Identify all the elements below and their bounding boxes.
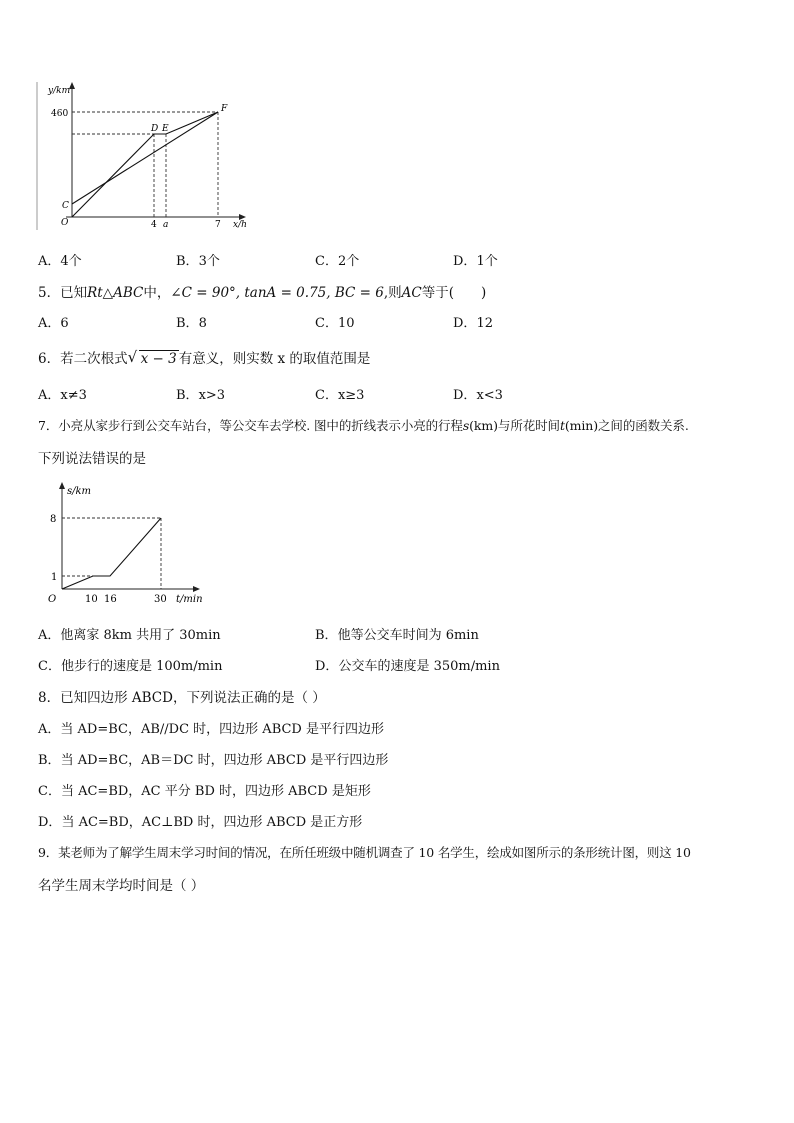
q8-option-b-text: 当 AD=BC，AB＝DC 时，四边形 ABCD 是平行四边形 bbox=[60, 753, 389, 768]
q4-option-c-text: 2个 bbox=[337, 254, 360, 269]
q7-option-a-text: 他离家 8km 共用了 30min bbox=[60, 628, 221, 643]
figure-1-point-f: F bbox=[221, 104, 228, 114]
q6-suffix: 有意义，则实数 x 的取值范围是 bbox=[178, 351, 371, 367]
q5-prefix: 已知 bbox=[60, 285, 88, 301]
q8-option-d-text: 当 AC=BD，AC⊥BD 时，四边形 ABCD 是正方形 bbox=[61, 815, 363, 830]
q5-option-a-text: 6 bbox=[60, 316, 69, 331]
q7-option-d bbox=[315, 655, 500, 674]
q7-line1-a: 小亮从家步行到公交车站台，等公交车去学校. 图中的折线表示小亮的行程 bbox=[58, 418, 463, 433]
q4-option-a bbox=[38, 250, 82, 269]
q7-option-c bbox=[38, 655, 222, 674]
q8-option-a bbox=[38, 718, 384, 737]
q7-option-c-text: 他步行的速度是 100m/min bbox=[60, 659, 223, 674]
q5-number: 5． bbox=[38, 285, 61, 301]
figure-1-x-tick-4: 4 bbox=[151, 220, 157, 230]
q4-option-d bbox=[453, 250, 498, 269]
q7-option-b-text: 他等公交车时间为 6min bbox=[337, 628, 479, 643]
figure-2-distance-time-graph bbox=[38, 478, 218, 608]
figure-1-origin: O bbox=[61, 218, 69, 228]
q8-option-a-letter: A． bbox=[38, 722, 61, 737]
q7-option-a bbox=[38, 624, 221, 643]
question-6 bbox=[38, 347, 370, 367]
q5-option-d bbox=[453, 312, 493, 331]
question-9-line-1 bbox=[38, 843, 691, 861]
q7-option-b bbox=[315, 624, 479, 643]
q5-ask-var: AC bbox=[401, 285, 422, 301]
figure-1-x-label: x/h bbox=[233, 220, 247, 230]
figure-1-distance-time-graph bbox=[34, 80, 256, 235]
q5-option-d-letter: D． bbox=[453, 316, 477, 331]
q4-option-b bbox=[176, 250, 220, 269]
q6-option-c-letter: C． bbox=[315, 388, 338, 403]
q6-prefix: 若二次根式 bbox=[60, 351, 128, 367]
q5-option-a-letter: A． bbox=[38, 316, 61, 331]
q8-number: 8． bbox=[38, 690, 61, 706]
figure-1-line-cf bbox=[72, 112, 218, 204]
q7-option-a-letter: A． bbox=[38, 628, 61, 643]
figure-2-y-tick-8: 8 bbox=[50, 514, 57, 525]
q6-sqrt bbox=[127, 348, 179, 367]
q8-option-c bbox=[38, 780, 371, 799]
q6-option-c-text: x≥3 bbox=[337, 388, 365, 403]
q9-line2: 名学生周末学均时间是（ ） bbox=[38, 878, 205, 894]
q6-sqrt-sign: √ bbox=[127, 348, 138, 366]
figure-1-point-e: E bbox=[162, 124, 169, 134]
question-8 bbox=[38, 686, 326, 706]
figure-1-point-c: C bbox=[62, 201, 69, 211]
q4-option-a-text: 4个 bbox=[60, 254, 82, 269]
q5-middle: 中， bbox=[143, 285, 171, 301]
q6-number: 6． bbox=[38, 351, 61, 367]
q6-option-a-text: x≠3 bbox=[60, 388, 87, 403]
q8-option-d-letter: D． bbox=[38, 815, 62, 830]
q6-option-b bbox=[176, 384, 225, 403]
q7-line2: 下列说法错误的是 bbox=[38, 451, 146, 467]
q7-var-s: s bbox=[462, 418, 470, 433]
q5-conditions: ∠C = 90°, tanA = 0.75, BC = 6 bbox=[170, 285, 384, 301]
q6-option-b-letter: B． bbox=[176, 388, 199, 403]
q8-option-d bbox=[38, 811, 362, 830]
q5-option-c bbox=[315, 312, 355, 331]
figure-2-x-tick-30: 30 bbox=[154, 594, 167, 605]
q4-option-d-text: 1个 bbox=[476, 254, 498, 269]
q7-option-d-letter: D． bbox=[315, 659, 339, 674]
q8-option-a-text: 当 AD=BC，AB//DC 时，四边形 ABCD 是平行四边形 bbox=[60, 722, 384, 737]
figure-2-y-arrow bbox=[59, 482, 65, 489]
q5-ask-prefix: ,则 bbox=[383, 285, 402, 301]
figure-1-x-tick-a: a bbox=[163, 220, 169, 230]
q8-option-c-letter: C． bbox=[38, 784, 61, 799]
q7-option-b-letter: B． bbox=[315, 628, 338, 643]
q9-line1: 某老师为了解学生周末学习时间的情况，在所任班级中随机调查了 10 名学生，绘成如图所示的条形统计图，则这 10 bbox=[58, 845, 691, 860]
q5-option-a bbox=[38, 312, 69, 331]
q5-option-c-letter: C． bbox=[315, 316, 338, 331]
q6-option-b-text: x>3 bbox=[198, 388, 226, 403]
figure-2-polyline bbox=[62, 518, 161, 589]
q7-number: 7． bbox=[38, 418, 59, 433]
q5-triangle: Rt△ABC bbox=[87, 285, 144, 301]
q7-var-t: t bbox=[559, 418, 565, 433]
q5-ask-suffix: 等于( ) bbox=[421, 285, 487, 301]
figure-2-x-tick-16: 16 bbox=[104, 594, 117, 605]
figure-1-polyline-odef bbox=[72, 112, 218, 217]
question-7-line-1 bbox=[38, 416, 689, 434]
q4-option-c-letter: C． bbox=[315, 254, 338, 269]
figure-2-y-label: s/km bbox=[67, 486, 92, 497]
figure-1-y-tick-460: 460 bbox=[51, 109, 69, 119]
q5-option-b-text: 8 bbox=[198, 316, 207, 331]
figure-2-x-label: t/min bbox=[176, 594, 203, 605]
q4-option-a-letter: A． bbox=[38, 254, 61, 269]
figure-1-point-d: D bbox=[151, 124, 159, 134]
figure-2-origin: O bbox=[48, 594, 57, 605]
figure-1-x-tick-7: 7 bbox=[215, 220, 221, 230]
q7-line1-c: (min)之间的函数关系. bbox=[564, 418, 689, 433]
question-7-line-2 bbox=[38, 447, 146, 467]
q4-option-b-letter: B． bbox=[176, 254, 199, 269]
q6-radicand: x − 3 bbox=[140, 351, 177, 367]
q6-option-d bbox=[453, 384, 503, 403]
q6-option-c bbox=[315, 384, 364, 403]
q6-option-d-letter: D． bbox=[453, 388, 477, 403]
q6-option-d-text: x<3 bbox=[476, 388, 503, 403]
q4-option-d-letter: D． bbox=[453, 254, 477, 269]
question-5 bbox=[38, 281, 486, 301]
q5-option-d-text: 12 bbox=[476, 316, 493, 331]
q7-option-d-text: 公交车的速度是 350m/min bbox=[338, 659, 500, 674]
q5-option-b bbox=[176, 312, 207, 331]
q7-option-c-letter: C． bbox=[38, 659, 61, 674]
figure-2-x-tick-10: 10 bbox=[85, 594, 98, 605]
q6-option-a bbox=[38, 384, 87, 403]
q8-option-b-letter: B． bbox=[38, 753, 61, 768]
figure-1-y-label: y/km bbox=[48, 86, 71, 96]
figure-2-x-arrow bbox=[193, 586, 200, 592]
figure-2-y-tick-1: 1 bbox=[51, 572, 58, 583]
q4-option-c bbox=[315, 250, 359, 269]
question-9-line-2 bbox=[38, 874, 204, 894]
q8-option-c-text: 当 AC=BD，AC 平分 BD 时，四边形 ABCD 是矩形 bbox=[60, 784, 371, 799]
q5-option-c-text: 10 bbox=[337, 316, 355, 331]
q4-option-b-text: 3个 bbox=[198, 254, 220, 269]
q9-number: 9． bbox=[38, 845, 59, 860]
q8-option-b bbox=[38, 749, 388, 768]
q7-line1-b: (km)与所花时间 bbox=[469, 418, 560, 433]
q8-stem: 已知四边形 ABCD，下列说法正确的是（ ） bbox=[60, 690, 326, 706]
q6-option-a-letter: A． bbox=[38, 388, 61, 403]
q5-option-b-letter: B． bbox=[176, 316, 199, 331]
